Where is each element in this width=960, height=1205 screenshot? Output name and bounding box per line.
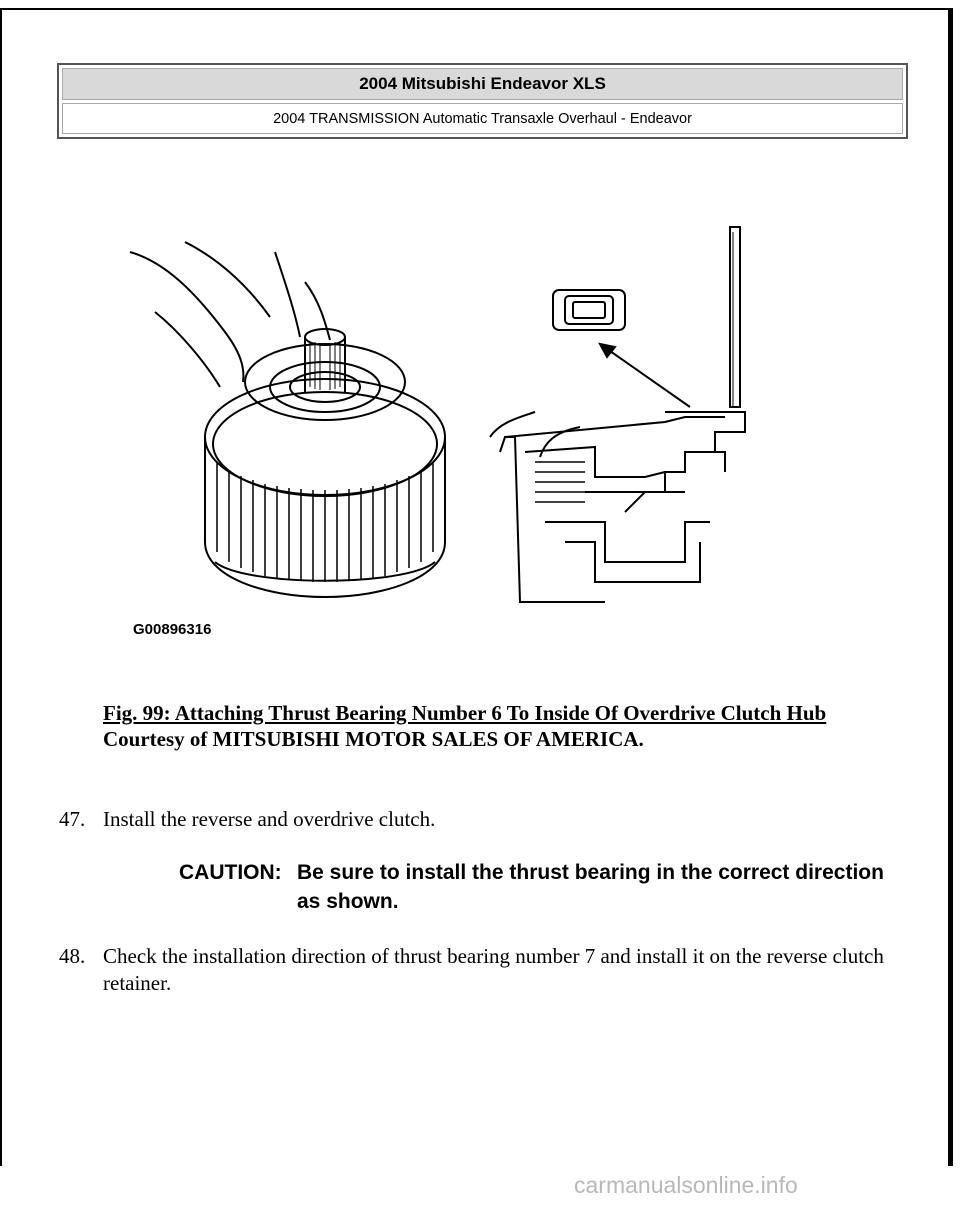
figure-courtesy: Courtesy of MITSUBISHI MOTOR SALES OF AMERICA.	[103, 727, 644, 751]
section-subtitle: 2004 TRANSMISSION Automatic Transaxle Overhaul - Endeavor	[62, 103, 903, 134]
watermark: carmanualsonline.info	[574, 1172, 798, 1198]
vehicle-title: 2004 Mitsubishi Endeavor XLS	[62, 68, 903, 100]
hand-outline	[130, 252, 243, 382]
step-number: 47.	[59, 807, 86, 831]
thrust-bearing-illustration	[125, 222, 755, 647]
figure-caption-title[interactable]: Fig. 99: Attaching Thrust Bearing Number 6 To Inside Of Overdrive Clutch Hub	[103, 701, 827, 725]
step-text: Install the reverse and overdrive clutch.	[103, 807, 436, 831]
caution-label: CAUTION:	[179, 861, 282, 884]
figure-caption	[103, 700, 863, 752]
caution-text: Be sure to install the thrust bearing in the correct direction as shown.	[297, 861, 884, 913]
document-header	[57, 63, 908, 139]
shaft-top	[305, 329, 345, 345]
figure-code: G00896316	[133, 621, 212, 638]
step-number: 48.	[59, 944, 86, 968]
step-text: Check the installation direction of thrust bearing number 7 and install it on the reverse clutch retainer.	[103, 944, 884, 995]
